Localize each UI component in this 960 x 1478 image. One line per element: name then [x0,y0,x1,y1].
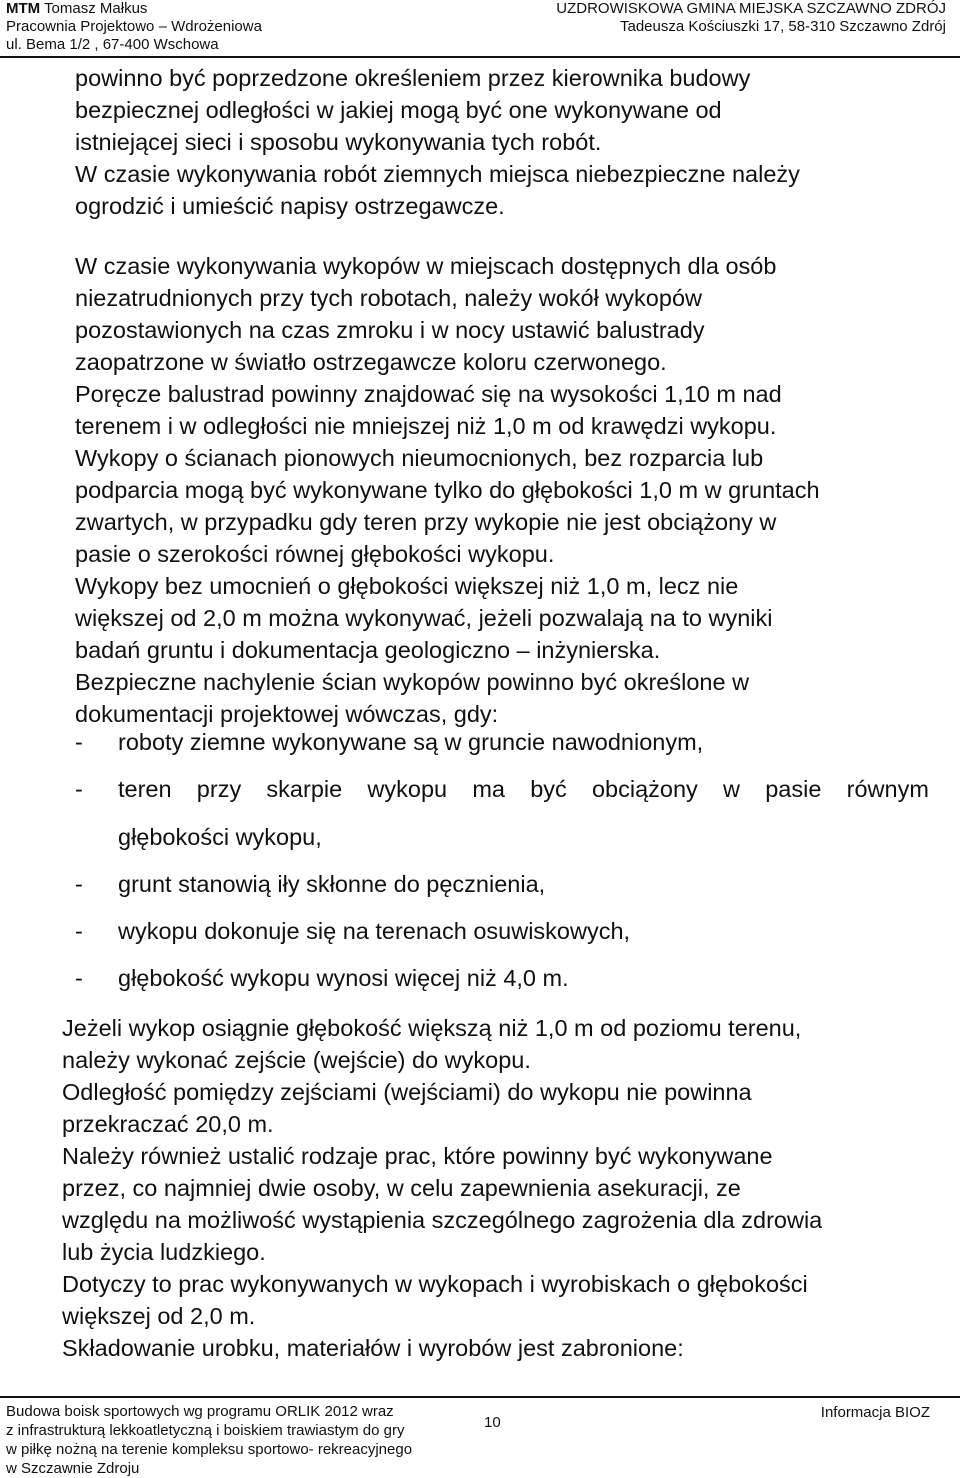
paragraph-excavation-rules [75,250,955,730]
word: równym [846,776,929,802]
text-line: zaopatrzone w światło ostrzegawcze koloru czerwonego. [75,349,667,375]
list-item-text: roboty ziemne wykonywane są w gruncie nawodnionym, [118,729,704,755]
list-item-text: wykopu dokonuje się na terenach osuwiskowych, [118,918,631,944]
list-item-text: głębokości wykopu, [118,824,322,850]
text-line: przez, co najmniej dwie osoby, w celu zapewnienia asekuracji, ze [62,1175,741,1201]
footer-project-title [6,1402,412,1478]
text-line: niezatrudnionych przy tych robotach, należy wokół wykopów [75,285,702,311]
text-line: Wykopy bez umocnień o głębokości większej niż 1,0 m, lecz nie [75,573,739,599]
footer-line: w piłkę nożną na terenie kompleksu sportowo- rekreacyjnego [6,1441,413,1458]
text-line: W czasie wykonywania robót ziemnych miejsca niebezpieczne należy [75,161,800,187]
text-line: podparcia mogą być wykonywane tylko do głębokości 1,0 m w gruntach [75,477,820,503]
text-line: Odległość pomiędzy zejściami (wejściami) do wykopu nie powinna [62,1079,752,1105]
text-line: większej od 2,0 m można wykonywać, jeżeli pozwalają na to wyniki [75,605,773,631]
header-company-abbrev: MTM [6,0,41,17]
footer-line: Budowa boisk sportowych wg programu ORLIK 2012 wraz [6,1403,394,1420]
footer-line: w Szczawnie Zdroju [6,1460,140,1477]
word: być [530,776,567,802]
text-line: terenem i w odległości nie mniejszej niż 1,0 m od krawędzi wykopu. [75,413,777,439]
text-line: Bezpieczne nachylenie ścian wykopów powinno być określone w [75,669,750,695]
paragraph-access-and-safety [62,1012,957,1364]
text-line: pozostawionych na czas zmroku i w nocy ustawić balustrady [75,317,705,343]
header-client-address: Tadeusza Kościuszki 17, 58-310 Szczawno Zdrój [619,18,946,35]
text-line: Jeżeli wykop osiągnie głębokość większą niż 1,0 m od poziomu terenu, [62,1015,802,1041]
list-item-text: grunt stanowią iły skłonne do pęcznienia, [118,871,546,897]
word: w [723,776,741,802]
text-line: pasie o szerokości równej głębokości wykopu. [75,541,555,567]
list-item-text [118,773,929,805]
text-line: Należy również ustalić rodzaje prac, które powinny być wykonywane [62,1143,773,1169]
page-number: 10 [484,1414,501,1431]
text-line: należy wykonać zejście (wejście) do wykopu. [62,1047,531,1073]
text-line: ogrodzić i umieścić napisy ostrzegawcze. [75,193,505,219]
header-company-address: ul. Bema 1/2 , 67-400 Wschowa [6,36,219,53]
text-line: większej od 2,0 m. [62,1303,256,1329]
word: obciążony [591,776,698,802]
footer-document-type: Informacja BIOZ [820,1404,930,1421]
text-line: dokumentacji projektowej wówczas, gdy: [75,701,499,727]
list-dash: - [75,965,83,991]
text-line: Składowanie urobku, materiałów i wyrobów jest zabronione: [62,1335,684,1361]
text-line: lub życia ludzkiego. [62,1239,266,1265]
list-dash: - [75,871,83,897]
header-client-name: UZDROWISKOWA GMINA MIEJSKA SZCZAWNO ZDRÓJ [556,0,946,17]
text-line: badań gruntu i dokumentacja geologiczno – inżynierska. [75,637,661,663]
text-line: przekraczać 20,0 m. [62,1111,274,1137]
header-company-name: Tomasz Małkus [40,0,148,17]
page-header [0,0,960,58]
text-line: Dotyczy to prac wykonywanych w wykopach i wyrobiskach o głębokości [62,1271,808,1297]
text-line: istniejącej sieci i sposobu wykonywania tych robót. [75,129,602,155]
header-company-desc: Pracownia Projektowo – Wdrożeniowa [6,18,262,35]
word: ma [472,776,505,802]
text-line: bezpiecznej odległości w jakiej mogą być one wykonywane od [75,97,722,123]
list-item-text: głębokość wykopu wynosi więcej niż 4,0 m. [118,965,569,991]
header-company [6,0,147,18]
word: teren [118,776,172,802]
page-footer [0,1396,960,1478]
header-divider [0,56,960,58]
paragraph-intro [75,62,895,222]
text-line: zwartych, w przypadku gdy teren przy wykopie nie jest obciążony w [75,509,777,535]
word: wykopu [367,776,448,802]
list-dash: - [75,918,83,944]
word: skarpie [266,776,343,802]
text-line: względu na możliwość wystąpienia szczególnego zagrożenia dla zdrowia [62,1207,823,1233]
text-line: powinno być poprzedzone określeniem przez kierownika budowy [75,65,751,91]
text-line: W czasie wykonywania wykopów w miejscach dostępnych dla osób [75,253,777,279]
footer-line: z infrastrukturą lekkoatletyczną i boiskiem trawiastym do gry [6,1422,405,1439]
word: przy [196,776,242,802]
word: pasie [765,776,822,802]
text-line: Poręcze balustrad powinny znajdować się na wysokości 1,10 m nad [75,381,782,407]
footer-divider [0,1396,960,1398]
list-dash: - [75,729,83,755]
list-dash: - [75,776,83,802]
text-line: Wykopy o ścianach pionowych nieumocnionych, bez rozparcia lub [75,445,764,471]
